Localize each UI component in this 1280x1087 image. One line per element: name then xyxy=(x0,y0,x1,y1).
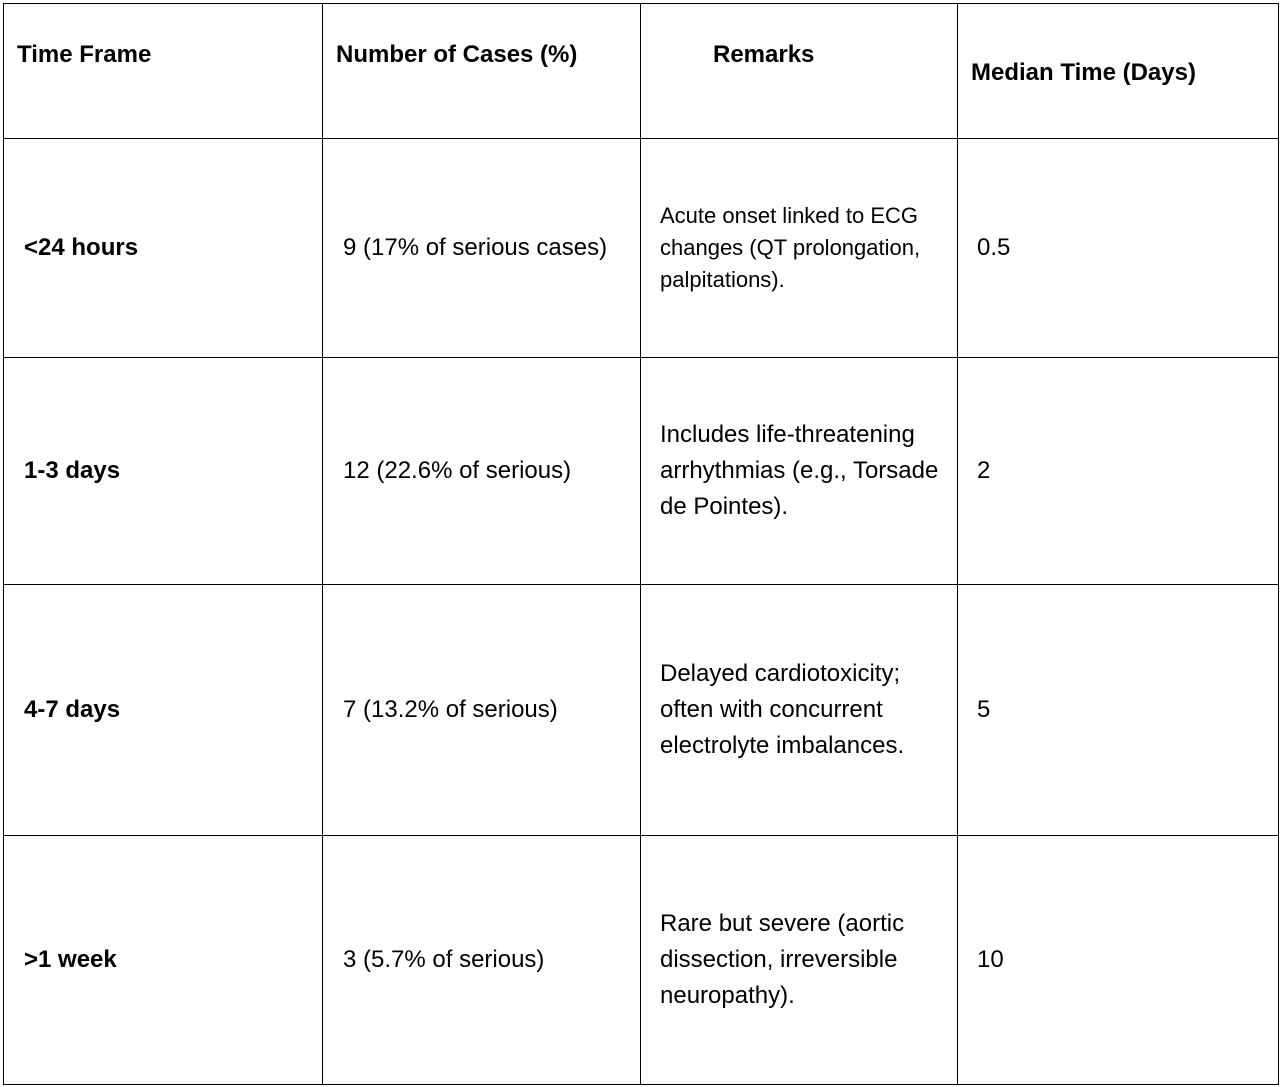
median-time-value: 2 xyxy=(977,457,991,484)
number-of-cases-value: 12 (22.6% of serious) xyxy=(343,457,572,484)
header-number-of-cases: Number of Cases (%) xyxy=(336,41,578,68)
cell-median-time xyxy=(958,585,1279,836)
header-cell-remarks xyxy=(641,4,958,139)
cell-remarks xyxy=(641,585,958,836)
header-median-time: Median Time (Days) xyxy=(971,59,1196,86)
table-header-row xyxy=(4,4,1279,139)
cell-remarks xyxy=(641,836,958,1085)
number-of-cases-value: 7 (13.2% of serious) xyxy=(343,696,558,723)
time-frame-label: <24 hours xyxy=(24,234,139,261)
cell-time-frame xyxy=(4,836,323,1085)
time-frame-label: 4-7 days xyxy=(24,696,121,723)
remarks-text: Rare but severe (aortic dissection, irreversible neuropathy). xyxy=(660,910,905,1009)
header-cell-median-time xyxy=(958,4,1279,139)
median-time-value: 10 xyxy=(977,946,1004,973)
cell-median-time xyxy=(958,836,1279,1085)
number-of-cases-value: 3 (5.7% of serious) xyxy=(343,946,545,973)
number-of-cases-value: 9 (17% of serious cases) xyxy=(343,234,608,261)
header-time-frame: Time Frame xyxy=(17,41,152,68)
cell-number-of-cases xyxy=(323,836,641,1085)
cell-median-time xyxy=(958,139,1279,358)
cell-number-of-cases xyxy=(323,585,641,836)
table-row xyxy=(4,358,1279,585)
remarks-text: Includes life-threatening arrhythmias (e.g., Torsade de Pointes). xyxy=(660,421,939,520)
cell-median-time xyxy=(958,358,1279,585)
cell-time-frame xyxy=(4,139,323,358)
table-row xyxy=(4,836,1279,1085)
header-cell-number-of-cases xyxy=(323,4,641,139)
onset-time-table xyxy=(3,3,1279,1085)
cell-number-of-cases xyxy=(323,358,641,585)
remarks-text: Delayed cardiotoxicity; often with concurrent electrolyte imbalances. xyxy=(660,660,905,759)
cell-time-frame xyxy=(4,585,323,836)
table-row xyxy=(4,139,1279,358)
time-frame-label: 1-3 days xyxy=(24,457,121,484)
remarks-text: Acute onset linked to ECG changes (QT prolongation, palpitations). xyxy=(660,203,921,292)
header-cell-time-frame xyxy=(4,4,323,139)
header-remarks: Remarks xyxy=(713,41,815,68)
table-row xyxy=(4,585,1279,836)
cell-remarks xyxy=(641,139,958,358)
median-time-value: 5 xyxy=(977,696,991,723)
cell-number-of-cases xyxy=(323,139,641,358)
cell-remarks xyxy=(641,358,958,585)
time-frame-label: >1 week xyxy=(24,946,117,973)
cell-time-frame xyxy=(4,358,323,585)
median-time-value: 0.5 xyxy=(977,234,1011,261)
